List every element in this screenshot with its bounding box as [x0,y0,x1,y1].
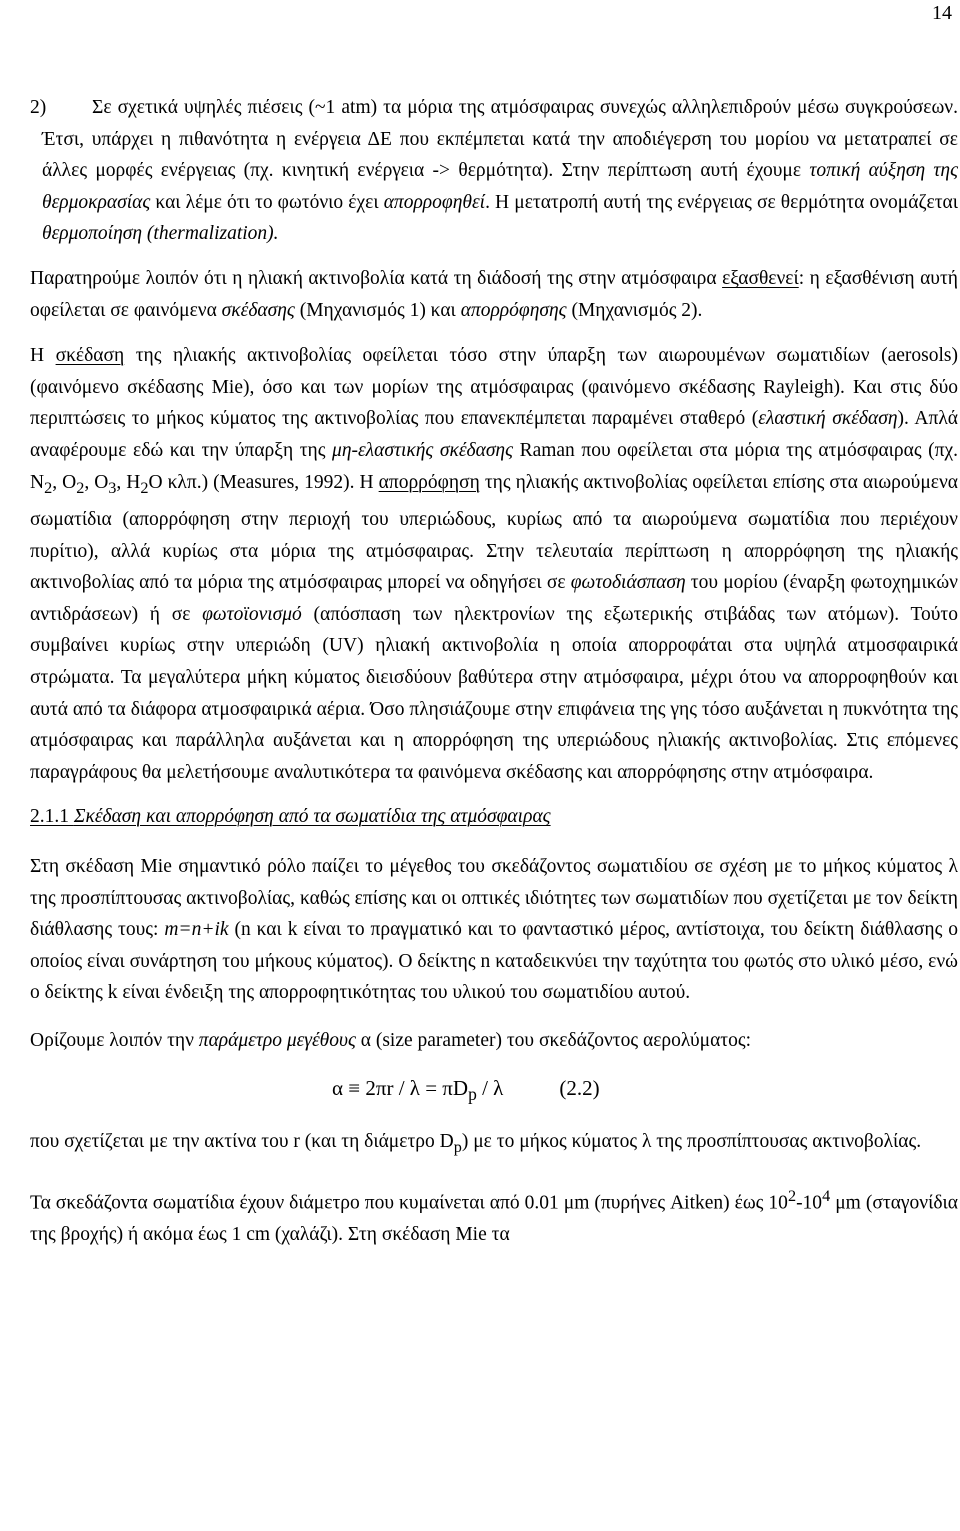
emphasis: φωτοϊονισμό [202,603,302,625]
text: που σχετίζεται με την ακτίνα του r (και τη διάμετρο D [30,1131,454,1153]
text: α (size parameter) του σκεδάζοντος αερολύματος: [355,1029,752,1051]
subscript: 2 [140,478,149,497]
subscript: p [468,1083,477,1104]
emphasis: θερμοποίηση (thermalization). [42,223,279,245]
emphasis: σκέδασης [221,299,295,321]
text: O κλπ.) (Measures, 1992). Η [148,471,379,493]
text: Στη σκέδαση Mie σημαντικό ρόλο παίζει το μέγεθος του σκεδάζοντος σωματιδίου σε σχέση με το μήκος κύματος λ της προσπίπτουσας ακτινοβολίας, καθώς επίσης και οι οπτικές ιδιότητες των σωματιδίων που σχετίζεται με τον δείκτη διάθλασης τους: [30,855,958,941]
subscript: 2 [76,478,85,497]
emphasis: τοπική αύξηση της θερμοκρασίας [42,160,958,213]
text: του μορίου (έναρξη φωτοχημικών αντιδράσεων) ή σε [30,572,958,625]
emphasis: ελαστική σκέδαση [758,408,898,430]
text: μm (σταγονίδια της βροχής) ή ακόμα έως 1 cm (χαλάζι). Στη σκέδαση Mie τα [30,1192,958,1245]
section-title: Σκέδαση και απορρόφηση από τα σωματίδια της ατμόσφαιρας [73,806,551,828]
paragraph-size-parameter [30,1025,958,1057]
document-body [30,92,958,1250]
section-heading [30,801,958,833]
emphasis: απορρόφησης [460,299,567,321]
text: της ηλιακής ακτινοβολίας οφείλεται επίσης στα αιωρούμενα σωματίδια (απορρόφηση στην περιοχή του υπεριώδους, κυρίως από τα αιωρούμενα σωματίδια που περιέχουν πυρίτιο), αλλά κυρίως στα μόρια της ατμόσφαιρας. Στην τελευταία περίπτωση η απορρόφηση της ηλιακής ακτινοβολίας από τα μόρια της ατμόσφαιρας μπορεί να οδηγήσει σε [30,471,958,594]
paragraph-collisions [30,92,958,250]
text: : η εξασθένιση αυτή οφείλεται σε φαινόμενα [30,267,958,321]
text: Η [30,345,56,367]
equation-rhs: / λ [476,1075,504,1100]
superscript: 4 [822,1186,831,1205]
equation-lhs: α ≡ 2πr / λ = πD [332,1075,469,1100]
page-number: 14 [932,2,952,24]
emphasis: απορροφηθεί [383,191,486,213]
equation-number: (2.2) [559,1075,600,1100]
text: και λέμε ότι το φωτόνιο έχει [150,191,384,213]
text: (Μηχανισμός 1) και [294,299,461,321]
text: Σε σχετικά υψηλές πιέσεις (~1 atm) τα μόρια της ατμόσφαιρας συνεχώς αλληλεπιδρούν μέσω συγκρούσεων. Έτσι, υπάρχει η πιθανότητα η ενέργεια ΔΕ που εκπέμπεται κατά την αποδιέγερση του μορίου να μετατραπεί σε άλλες μορφές ενέργειας (πχ. κινητική ενέργεια -> θερμότητα). Στην περίπτωση αυτή έχουμε [42,97,958,182]
underlined-term: σκέδαση [55,345,125,367]
text: ) με το μήκος κύματος λ της προσπίπτουσας ακτινοβολίας. [461,1131,922,1153]
text: Παρατηρούμε λοιπόν ότι η ηλιακή ακτινοβολία κατά τη διάδοσή της στην ατμόσφαιρα [30,267,723,289]
superscript: 2 [787,1186,797,1205]
text: Τα σκεδάζοντα σωματίδια έχουν διάμετρο που κυμαίνεται από 0.01 μm (πυρήνες Aitken) έως 10 [30,1192,788,1214]
formula-inline: m=n+ik [164,919,229,941]
emphasis: φωτοδιάσπαση [570,572,686,594]
emphasis: μη-ελαστικής σκέδασης [332,439,514,461]
text: (n και k είναι το πραγματικό και το φανταστικό μέρος, αντίστοιχα, του δείκτη διάθλασης ο οποίος είναι συνάρτηση του μήκους κύματος). Ο δείκτης n καταδεικνύει την ταχύτητα του φωτός στο υλικό μέσο, ενώ ο δείκτης k είναι ένδειξη της απορροφητικότητας του υλικού του σωματιδίου αυτού. [30,919,958,1004]
text: . Η μετατροπή αυτή της ενέργειας σε θερμότητα ονομάζεται [485,191,959,213]
text: Raman που οφείλεται στα μόρια της ατμόσφαιρας (πχ. N [30,439,959,493]
paragraph-radius [30,1126,958,1163]
subscript: 3 [108,478,117,497]
text: (απόσπαση των ηλεκτρονίων της εξωτερικής στιβάδας των ατόμων). Τούτο συμβαίνει κυρίως στην υπεριώδη (UV) ηλιακή ακτινοβολία η οποία απορροφάται στα υψηλά ατμοσφαιρικά στρώματα. Τα μεγαλύτερα μήκη κύματος διεισδύουν βαθύτερα στην ατμόσφαιρα, μέχρι ότου να απορροφηθούν και αυτά από τα διάφορα ατμοσφαιρικά αέρια. Όσο πλησιάζουμε στην επιφάνεια της γης τόσο αυξάνεται η πυκνότητα της ατμόσφαιρας και παράλληλα αυξάνεται και η απορρόφηση της υπεριώδους ηλιακής ακτινοβολίας. Στις επόμενες παραγράφους θα μελετήσουμε αναλυτικότερα τα φαινόμενα σκέδασης και απορρόφησης στην ατμόσφαιρα. [30,603,959,783]
subscript: p [453,1138,462,1157]
emphasis: παράμετρο μεγέθους [198,1029,356,1051]
paragraph-attenuation [30,263,958,326]
underlined-term: εξασθενεί [722,267,799,289]
paragraph-particle-sizes [30,1181,958,1251]
section-number: 2.1.1 [30,806,74,828]
text: , O [84,471,109,493]
list-item-number: 2) [30,97,47,118]
paragraph-scattering-absorption [30,340,958,788]
text: ). Απλά αναφέρουμε εδώ και την ύπαρξη της [30,408,958,461]
equation [30,1073,958,1111]
text: Ορίζουμε λοιπόν την [30,1029,199,1051]
text: της ηλιακής ακτινοβολίας οφείλεται τόσο στην ύπαρξη των αιωρουμένων σωματιδίων (aerosols) (φαινόμενο σκέδασης Mie), όσο και των μορίων της ατμόσφαιρας (φαινόμενο σκέδασης Rayleigh). Και στις δύο περιπτώσεις το μήκος κύματος της ακτινοβολίας που επανεκπέμπεται παραμένει σταθερό ( [30,345,958,430]
text: -10 [796,1192,823,1214]
paragraph-mie [30,851,958,1009]
underlined-term: απορρόφηση [378,471,480,493]
subscript: 2 [44,478,53,497]
text: , O [52,471,77,493]
text: , H [116,471,141,493]
text: (Μηχανισμός 2). [566,299,703,321]
